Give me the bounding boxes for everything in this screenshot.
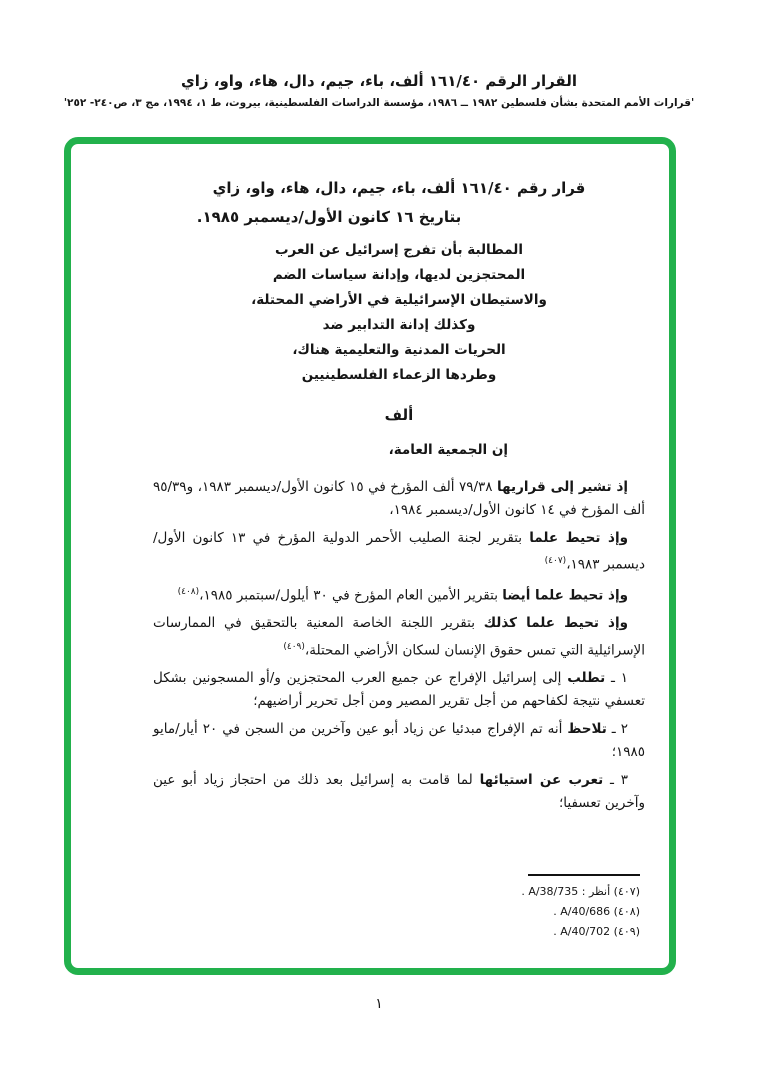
page-number: ١ bbox=[375, 996, 383, 1012]
footnote-separator bbox=[528, 874, 640, 876]
item-number: ١ ـ bbox=[605, 669, 628, 686]
subtitle-line: المطالبة بأن تفرج إسرائيل عن العرب bbox=[274, 242, 524, 258]
paragraph-text: أنه تم الإفراج مبدئيا عن زياد أبو عين وآخرين من السجن في ٢٠ أيار/مايو ١٩٨٥؛ bbox=[153, 720, 645, 760]
body-paragraph bbox=[153, 476, 645, 523]
footnote-ref: (٤٠٧) bbox=[544, 556, 567, 566]
subtitle-line: وكذلك إدانة التدابير ضد bbox=[322, 317, 476, 333]
body-paragraph bbox=[153, 718, 645, 765]
footnote-item bbox=[521, 902, 640, 922]
body-paragraph bbox=[153, 527, 645, 578]
paragraph-text: بتقرير لجنة الصليب الأحمر الدولية المؤرخ في ١٣ كانون الأول/ديسمبر ١٩٨٣، bbox=[153, 529, 645, 573]
subtitle-line: والاستيطان الإسرائيلية في الأراضي المحتلة، bbox=[251, 292, 547, 308]
highlight-border-box bbox=[64, 137, 676, 975]
item-number: ٢ ـ bbox=[606, 720, 628, 737]
resolution-title: قرار رقم ١٦١/٤٠ ألف، باء، جيم، دال، هاء، واو، زاي bbox=[212, 179, 586, 197]
item-number: ٣ ـ bbox=[603, 771, 629, 788]
source-citation: 'قرارات الأمم المتحدة بشأن فلسطين ١٩٨٢ ــ ١٩٨٦، مؤسسة الدراسات الفلسطينية، بيروت، ط ١، ١٩٩٤، مج ٣، ص٢٤٠- ٢٥٢' bbox=[63, 97, 695, 109]
section-heading-alef: ألف bbox=[384, 406, 414, 424]
subtitle-line: وطردها الزعماء الفلسطينيين bbox=[301, 367, 497, 383]
paragraph-text: بتقرير اللجنة الخاصة المعنية بالتحقيق في الممارسات الإسرائيلية التي تمس حقوق الإنسان لسكان الأراضي المحتلة، bbox=[153, 615, 645, 658]
paragraph-lead: وإذ تحيط علما bbox=[529, 529, 628, 546]
body-paragraph bbox=[153, 612, 645, 663]
paragraph-lead: تطلب bbox=[567, 669, 606, 686]
footnote-item bbox=[521, 922, 640, 942]
resolution-header-title: القرار الرقم ١٦١/٤٠ ألف، باء، جيم، دال، هاء، واو، زاي bbox=[181, 72, 577, 90]
body-paragraph bbox=[153, 581, 645, 608]
footnote-ref: (٤٠٨) bbox=[177, 587, 200, 597]
footnote-text: A/40/686 . bbox=[553, 905, 611, 918]
paragraph-lead: وإذ تحيط علما أيضا bbox=[502, 587, 628, 604]
paragraph-lead: وإذ تحيط علما كذلك bbox=[483, 615, 629, 631]
footnote-number: (٤٠٧) bbox=[613, 885, 640, 898]
page-header bbox=[0, 70, 758, 110]
body-paragraph bbox=[153, 769, 645, 816]
footnotes-block bbox=[521, 874, 640, 942]
paragraph-lead: تلاحظ bbox=[567, 720, 607, 737]
resolution-body bbox=[71, 144, 669, 816]
footnote-item bbox=[521, 882, 640, 902]
footnote-text: A/40/702 . bbox=[553, 925, 611, 938]
body-paragraph bbox=[153, 667, 645, 714]
footnote-number: (٤٠٨) bbox=[613, 905, 640, 918]
paragraph-text: إلى إسرائيل الإفراج عن جميع العرب المحتجزين و/أو المسجونين بشكل تعسفي نتيجة لكفاحهم من أجل تقرير المصير ومن أجل تحرير أراضيهم؛ bbox=[153, 669, 645, 709]
paragraph-text: بتقرير الأمين العام المؤرخ في ٣٠ أيلول/سبتمبر ١٩٨٥، bbox=[199, 587, 503, 604]
opening-line: إن الجمعية العامة، bbox=[388, 442, 508, 458]
footnote-ref: (٤٠٩) bbox=[283, 641, 305, 652]
subtitle-line: المحتجزين لديها، وإدانة سياسات الضم bbox=[272, 267, 526, 283]
paragraph-text: لما قامت به إسرائيل بعد ذلك من احتجاز زياد أبو عين وآخرين تعسفيا؛ bbox=[153, 771, 645, 811]
subtitle-line: الحريات المدنية والتعليمية هناك، bbox=[292, 342, 506, 358]
resolution-date: بتاريخ ١٦ كانون الأول/ديسمبر ١٩٨٥. bbox=[196, 208, 462, 226]
resolution-title-block bbox=[153, 174, 645, 232]
resolution-subtitle bbox=[153, 238, 645, 388]
paragraph-lead: إذ تشير إلى قراريها bbox=[497, 478, 629, 495]
footnote-text: أنظر : A/38/735 . bbox=[521, 885, 611, 898]
paragraph-text: ٧٩/٣٨ ألف المؤرخ في ١٥ كانون الأول/ديسمبر ١٩٨٣، و٩٥/٣٩ ألف المؤرخ في ١٤ كانون الأول/ديسمبر ١٩٨٤، bbox=[153, 478, 645, 518]
paragraph-lead: تعرب عن استيائها bbox=[479, 771, 604, 788]
footnote-number: (٤٠٩) bbox=[613, 925, 640, 938]
